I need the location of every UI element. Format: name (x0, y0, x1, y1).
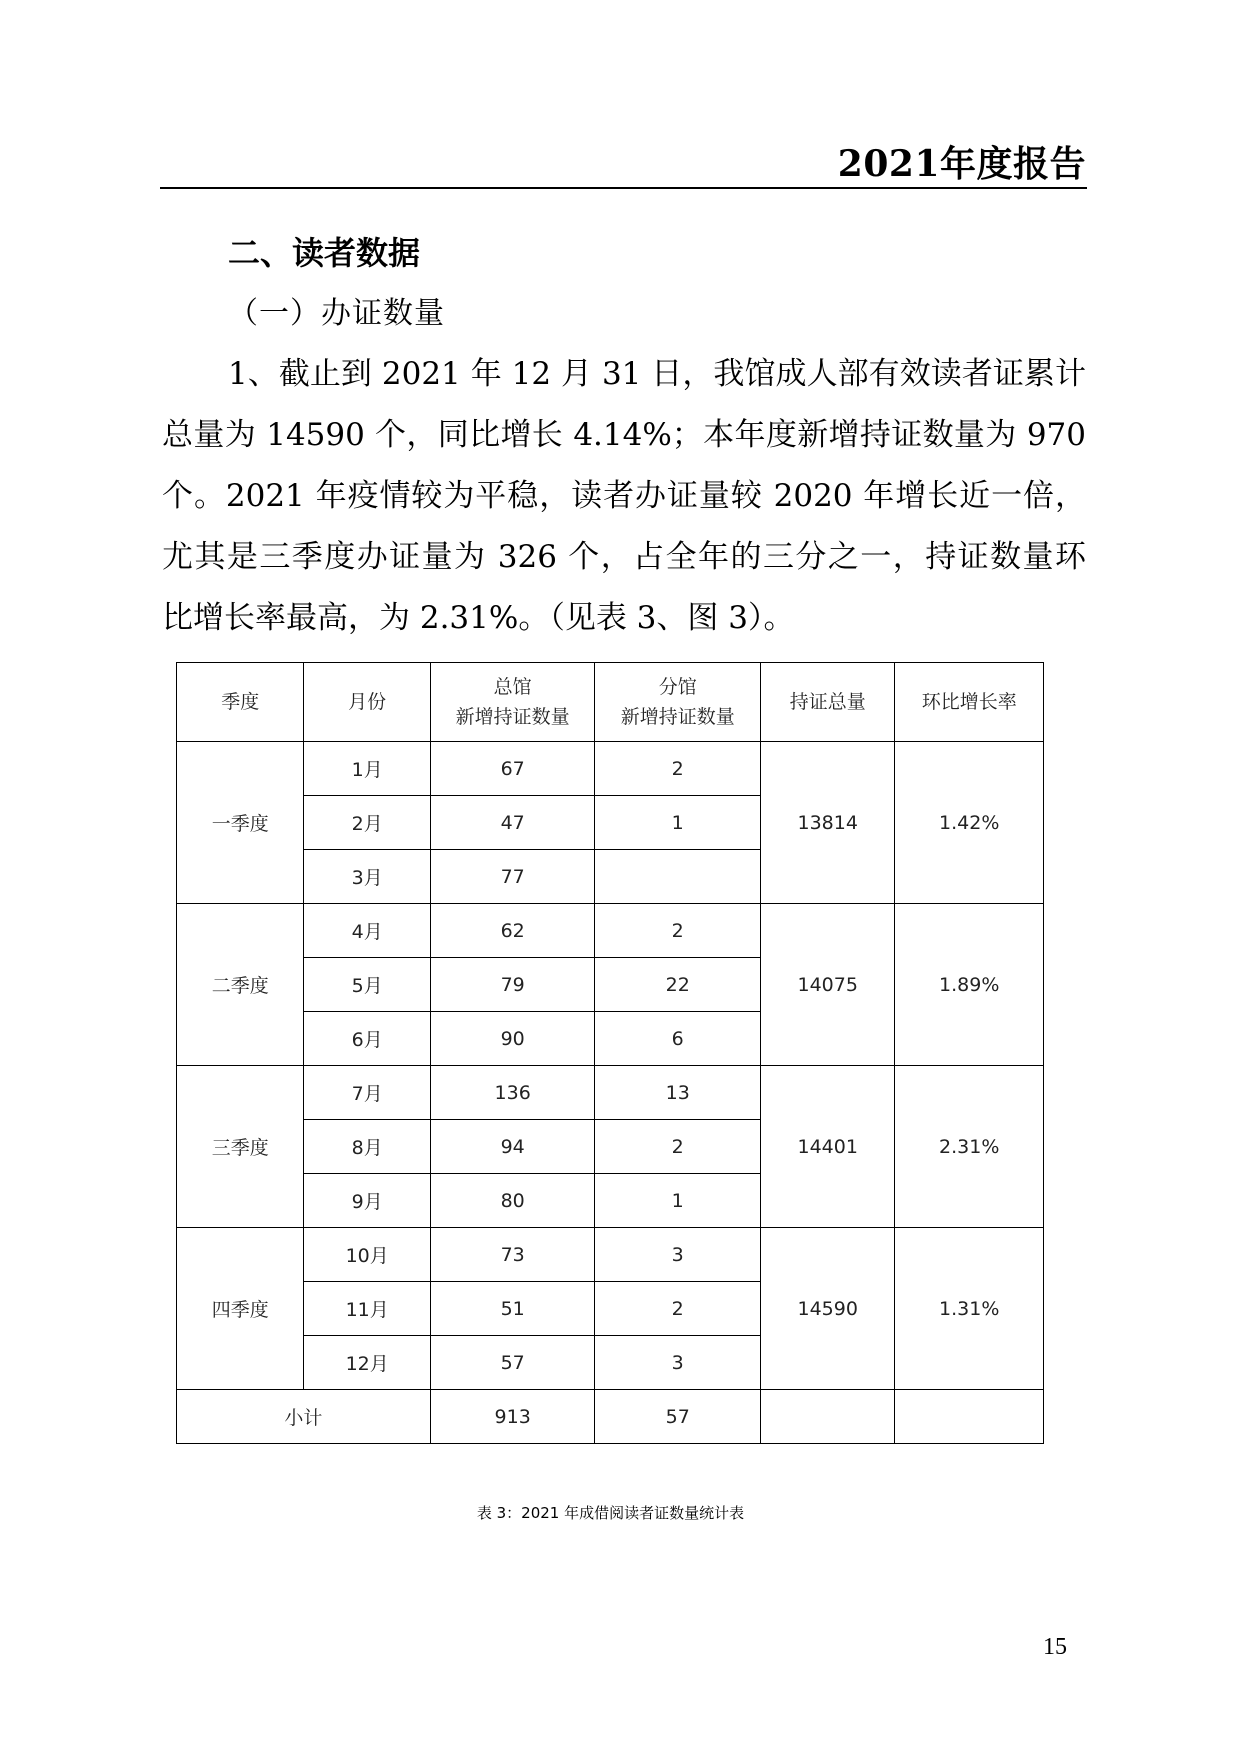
sub-heading: （一）办证数量 (228, 296, 445, 331)
header-growth: 环比增长率 (895, 663, 1044, 742)
total-cell: 14590 (761, 1228, 895, 1390)
table-caption: 表 3：2021 年成借阅读者证数量统计表 (476, 1504, 745, 1522)
branch-count-cell (595, 850, 761, 904)
header-total: 持证总量 (761, 663, 895, 742)
table-row (177, 742, 1044, 796)
paragraph-line: 个。2021 年疫情较为平稳，读者办证量较 2020 年增长近一倍， (162, 478, 1086, 514)
subtotal-growth (895, 1390, 1044, 1444)
month-cell: 8月 (304, 1120, 430, 1174)
quarter-cell: 四季度 (177, 1228, 304, 1390)
main-count-cell: 62 (430, 904, 595, 958)
main-count-cell: 67 (430, 742, 595, 796)
branch-count-cell: 1 (595, 1174, 761, 1228)
branch-count-cell: 13 (595, 1066, 761, 1120)
month-cell: 3月 (304, 850, 430, 904)
section-heading: 二、读者数据 (228, 234, 421, 272)
paragraph-line: 比增长率最高，为 2.31%。（见表 3、图 3）。 (162, 600, 795, 636)
quarter-cell: 三季度 (177, 1066, 304, 1228)
main-count-cell: 77 (430, 850, 595, 904)
subtotal-label: 小计 (177, 1390, 431, 1444)
subtotal-main: 913 (430, 1390, 595, 1444)
total-cell: 14401 (761, 1066, 895, 1228)
main-count-cell: 79 (430, 958, 595, 1012)
paragraph-line: 1、截止到 2021 年 12 月 31 日，我馆成人部有效读者证累计 (228, 356, 1086, 392)
header-main-line2: 新增持证数量 (455, 706, 570, 728)
growth-cell: 1.31% (895, 1228, 1044, 1390)
month-cell: 5月 (304, 958, 430, 1012)
month-cell: 10月 (304, 1228, 430, 1282)
growth-cell: 1.89% (895, 904, 1044, 1066)
branch-count-cell: 2 (595, 1282, 761, 1336)
header-branch-library (595, 663, 761, 742)
branch-count-cell: 3 (595, 1336, 761, 1390)
total-cell: 13814 (761, 742, 895, 904)
paragraph-line: 总量为 14590 个，同比增长 4.14%；本年度新增持证数量为 970 (162, 417, 1086, 453)
subtotal-branch: 57 (595, 1390, 761, 1444)
branch-count-cell: 6 (595, 1012, 761, 1066)
month-cell: 11月 (304, 1282, 430, 1336)
branch-count-cell: 1 (595, 796, 761, 850)
month-cell: 2月 (304, 796, 430, 850)
main-count-cell: 94 (430, 1120, 595, 1174)
branch-count-cell: 2 (595, 742, 761, 796)
body-paragraph (162, 344, 1086, 649)
main-count-cell: 136 (430, 1066, 595, 1120)
month-cell: 4月 (304, 904, 430, 958)
branch-count-cell: 2 (595, 904, 761, 958)
branch-count-cell: 3 (595, 1228, 761, 1282)
main-count-cell: 90 (430, 1012, 595, 1066)
quarter-cell: 一季度 (177, 742, 304, 904)
header-branch-line2: 新增持证数量 (620, 706, 735, 728)
header-month: 月份 (304, 663, 430, 742)
branch-count-cell: 2 (595, 1120, 761, 1174)
reader-card-stats-table (176, 662, 1044, 1444)
branch-count-cell: 22 (595, 958, 761, 1012)
total-cell: 14075 (761, 904, 895, 1066)
header-quarter: 季度 (177, 663, 304, 742)
report-header-title: 2021年度报告 (837, 143, 1086, 185)
main-count-cell: 51 (430, 1282, 595, 1336)
month-cell: 12月 (304, 1336, 430, 1390)
quarter-cell: 二季度 (177, 904, 304, 1066)
header-branch-line1: 分馆 (658, 676, 697, 698)
month-cell: 9月 (304, 1174, 430, 1228)
page-number: 15 (1043, 1634, 1067, 1660)
header-rule (160, 187, 1087, 189)
growth-cell: 2.31% (895, 1066, 1044, 1228)
table-row (177, 1228, 1044, 1282)
main-count-cell: 57 (430, 1336, 595, 1390)
header-main-library (430, 663, 595, 742)
paragraph-line: 尤其是三季度办证量为 326 个，占全年的三分之一，持证数量环 (162, 539, 1086, 575)
growth-cell: 1.42% (895, 742, 1044, 904)
subtotal-total (761, 1390, 895, 1444)
main-count-cell: 73 (430, 1228, 595, 1282)
subtotal-row (177, 1390, 1044, 1444)
month-cell: 7月 (304, 1066, 430, 1120)
table-header-row (177, 663, 1044, 742)
header-main-line1: 总馆 (493, 676, 532, 698)
main-count-cell: 47 (430, 796, 595, 850)
month-cell: 6月 (304, 1012, 430, 1066)
month-cell: 1月 (304, 742, 430, 796)
table-row (177, 1066, 1044, 1120)
table-row (177, 904, 1044, 958)
main-count-cell: 80 (430, 1174, 595, 1228)
